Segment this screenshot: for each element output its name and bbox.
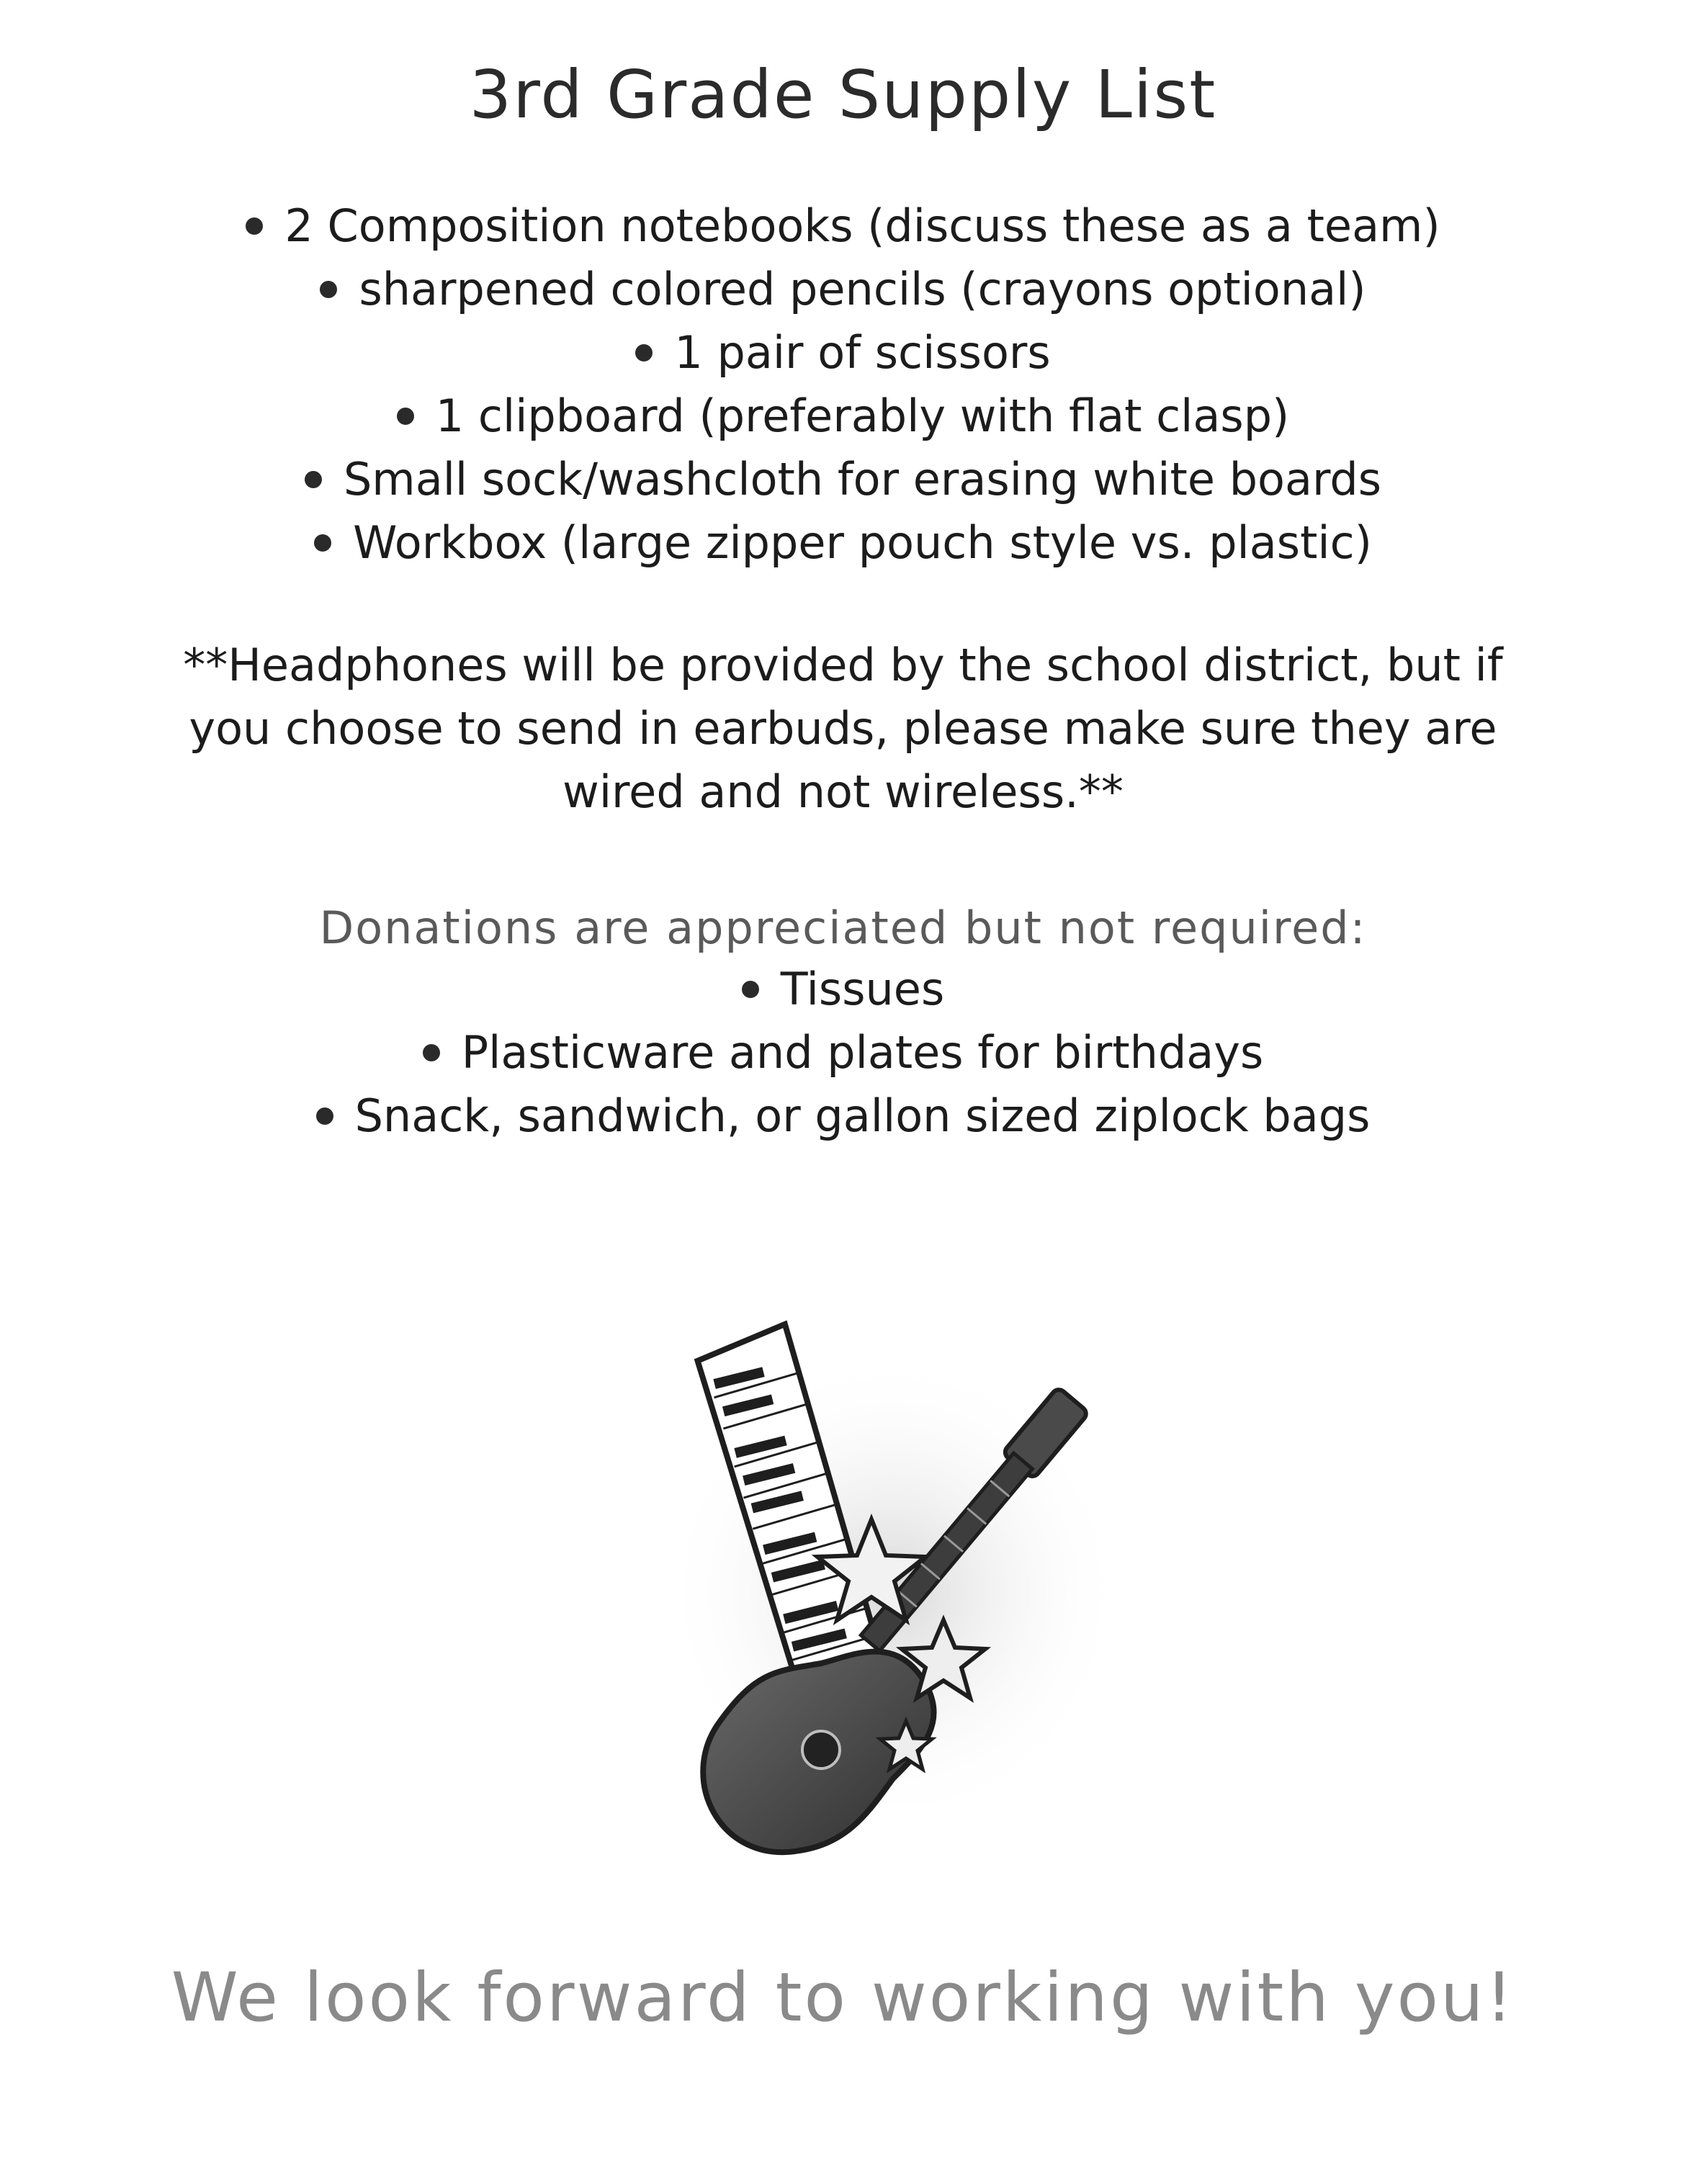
supply-item	[0, 448, 1686, 511]
supply-item-text: sharpened colored pencils (crayons optional)	[359, 263, 1366, 315]
supply-item-text: 2 Composition notebooks (discuss these as a team)	[284, 199, 1440, 252]
supply-item-text: Workbox (large zipper pouch style vs. plastic)	[353, 516, 1372, 569]
donation-list	[0, 958, 1686, 1148]
supply-item	[0, 385, 1686, 448]
donation-item	[0, 1084, 1686, 1148]
supply-item-text: Small sock/washcloth for erasing white boards	[343, 453, 1382, 505]
bullet-icon	[246, 217, 263, 235]
donation-item-text: Tissues	[780, 963, 945, 1015]
page-title: 3rd Grade Supply List	[469, 56, 1217, 133]
bullet-icon	[316, 1107, 333, 1125]
bullet-icon	[305, 471, 322, 488]
donation-item-text: Plasticware and plates for birthdays	[461, 1026, 1264, 1079]
donation-item	[0, 1021, 1686, 1084]
bullet-icon	[742, 981, 759, 998]
supply-item	[0, 258, 1686, 321]
supply-item-text: 1 pair of scissors	[674, 326, 1051, 379]
bullet-icon	[423, 1044, 440, 1061]
donation-item-text: Snack, sandwich, or gallon sized ziplock bags	[354, 1089, 1371, 1142]
bullet-icon	[314, 534, 331, 552]
supply-item	[0, 511, 1686, 575]
guitar-piano-stars-icon	[634, 1318, 1152, 1894]
bullet-icon	[635, 344, 653, 361]
donation-item	[0, 958, 1686, 1021]
supply-item	[0, 194, 1686, 258]
closing-message: We look forward to working with you!	[171, 1959, 1515, 2037]
bullet-icon	[397, 408, 414, 425]
supply-item	[0, 321, 1686, 385]
donations-heading: Donations are appreciated but not required:	[319, 902, 1367, 954]
supply-list	[0, 194, 1686, 575]
bullet-icon	[320, 281, 337, 298]
supply-item-text: 1 clipboard (preferably with flat clasp)	[435, 390, 1290, 442]
headphones-note: **Headphones will be provided by the school district, but if you choose to send in earbuds, please make sure they are wired and not wireless.**	[183, 639, 1503, 818]
